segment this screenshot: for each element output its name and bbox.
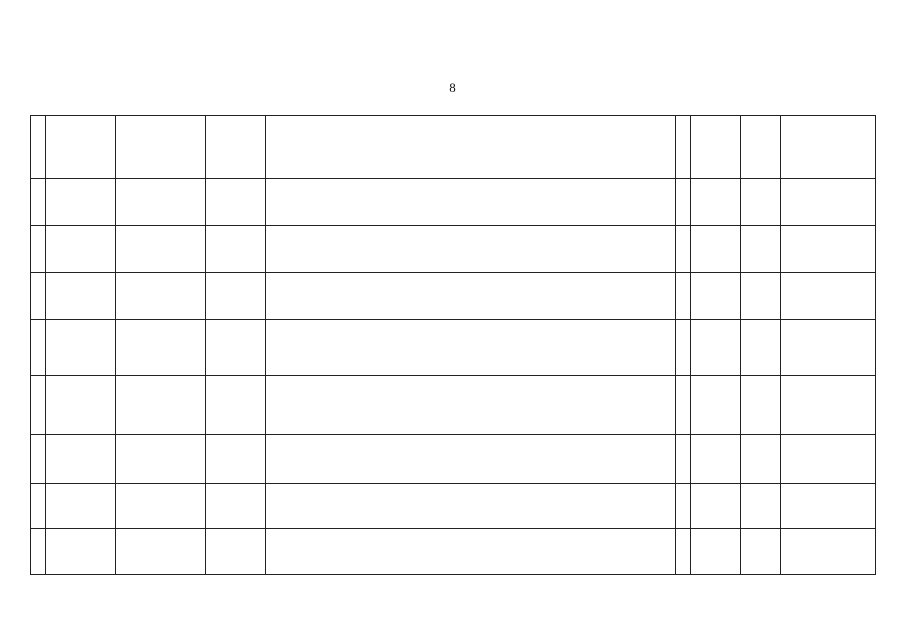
legal-address-cell bbox=[206, 529, 266, 575]
tax-id-cell bbox=[676, 376, 691, 435]
row-number-cell bbox=[31, 320, 46, 376]
tax-id-cell bbox=[676, 435, 691, 484]
legal-address-cell bbox=[206, 116, 266, 179]
table-row bbox=[31, 226, 876, 273]
legal-address-cell bbox=[206, 376, 266, 435]
issue-date-cell bbox=[741, 116, 781, 179]
licensee-cell bbox=[116, 179, 206, 226]
tax-id-cell bbox=[676, 226, 691, 273]
tax-id-cell bbox=[676, 179, 691, 226]
legal-address-cell bbox=[206, 484, 266, 529]
issue-date-cell bbox=[741, 226, 781, 273]
tax-id-cell bbox=[676, 273, 691, 320]
row-number-cell bbox=[31, 226, 46, 273]
tax-id-cell bbox=[676, 529, 691, 575]
activity-type-cell bbox=[781, 116, 876, 179]
regulator-cell bbox=[46, 116, 116, 179]
license-number-cell bbox=[691, 179, 741, 226]
issue-date-cell bbox=[741, 484, 781, 529]
issue-date-cell bbox=[741, 179, 781, 226]
table-row bbox=[31, 179, 876, 226]
regulator-cell bbox=[46, 226, 116, 273]
licensee-cell bbox=[116, 484, 206, 529]
activity-address-cell bbox=[266, 226, 676, 273]
legal-address-cell bbox=[206, 320, 266, 376]
license-number-cell bbox=[691, 435, 741, 484]
table-row bbox=[31, 435, 876, 484]
register-rows bbox=[31, 116, 876, 575]
activity-type-cell bbox=[781, 435, 876, 484]
legal-address-cell bbox=[206, 273, 266, 320]
row-number-cell bbox=[31, 116, 46, 179]
activity-address-cell bbox=[266, 376, 676, 435]
page-number: 8 bbox=[449, 80, 456, 95]
issue-date-cell bbox=[741, 435, 781, 484]
activity-address-cell bbox=[266, 320, 676, 376]
table-row bbox=[31, 529, 876, 575]
activity-type-cell bbox=[781, 226, 876, 273]
license-number-cell bbox=[691, 484, 741, 529]
issue-date-cell bbox=[741, 320, 781, 376]
table-row bbox=[31, 376, 876, 435]
activity-type-cell bbox=[781, 320, 876, 376]
table-row bbox=[31, 273, 876, 320]
row-number-cell bbox=[31, 484, 46, 529]
licensee-cell bbox=[116, 273, 206, 320]
licensee-cell bbox=[116, 116, 206, 179]
licensee-cell bbox=[116, 529, 206, 575]
table-row bbox=[31, 116, 876, 179]
legal-address-cell bbox=[206, 179, 266, 226]
regulator-cell bbox=[46, 484, 116, 529]
regulator-cell bbox=[46, 179, 116, 226]
regulator-cell bbox=[46, 320, 116, 376]
legal-address-cell bbox=[206, 226, 266, 273]
tax-id-cell bbox=[676, 320, 691, 376]
activity-address-cell bbox=[266, 273, 676, 320]
licensee-cell bbox=[116, 376, 206, 435]
license-number-cell bbox=[691, 320, 741, 376]
row-number-cell bbox=[31, 376, 46, 435]
license-number-cell bbox=[691, 376, 741, 435]
row-number-cell bbox=[31, 273, 46, 320]
activity-address-cell bbox=[266, 435, 676, 484]
regulator-cell bbox=[46, 376, 116, 435]
table-row bbox=[31, 320, 876, 376]
license-number-cell bbox=[691, 116, 741, 179]
activity-type-cell bbox=[781, 376, 876, 435]
issue-date-cell bbox=[741, 529, 781, 575]
issue-date-cell bbox=[741, 376, 781, 435]
licensee-cell bbox=[116, 320, 206, 376]
row-number-cell bbox=[31, 179, 46, 226]
license-number-cell bbox=[691, 226, 741, 273]
license-number-cell bbox=[691, 273, 741, 320]
row-number-cell bbox=[31, 529, 46, 575]
tax-id-cell bbox=[676, 116, 691, 179]
issue-date-cell bbox=[741, 273, 781, 320]
license-register-table bbox=[30, 115, 876, 575]
table-row bbox=[31, 484, 876, 529]
licensee-cell bbox=[116, 226, 206, 273]
tax-id-cell bbox=[676, 484, 691, 529]
row-number-cell bbox=[31, 435, 46, 484]
activity-address-cell bbox=[266, 116, 676, 179]
activity-type-cell bbox=[781, 273, 876, 320]
activity-address-cell bbox=[266, 179, 676, 226]
activity-type-cell bbox=[781, 179, 876, 226]
regulator-cell bbox=[46, 435, 116, 484]
regulator-cell bbox=[46, 273, 116, 320]
activity-address-cell bbox=[266, 529, 676, 575]
legal-address-cell bbox=[206, 435, 266, 484]
activity-type-cell bbox=[781, 484, 876, 529]
activity-type-cell bbox=[781, 529, 876, 575]
license-number-cell bbox=[691, 529, 741, 575]
licensee-cell bbox=[116, 435, 206, 484]
regulator-cell bbox=[46, 529, 116, 575]
activity-address-cell bbox=[266, 484, 676, 529]
